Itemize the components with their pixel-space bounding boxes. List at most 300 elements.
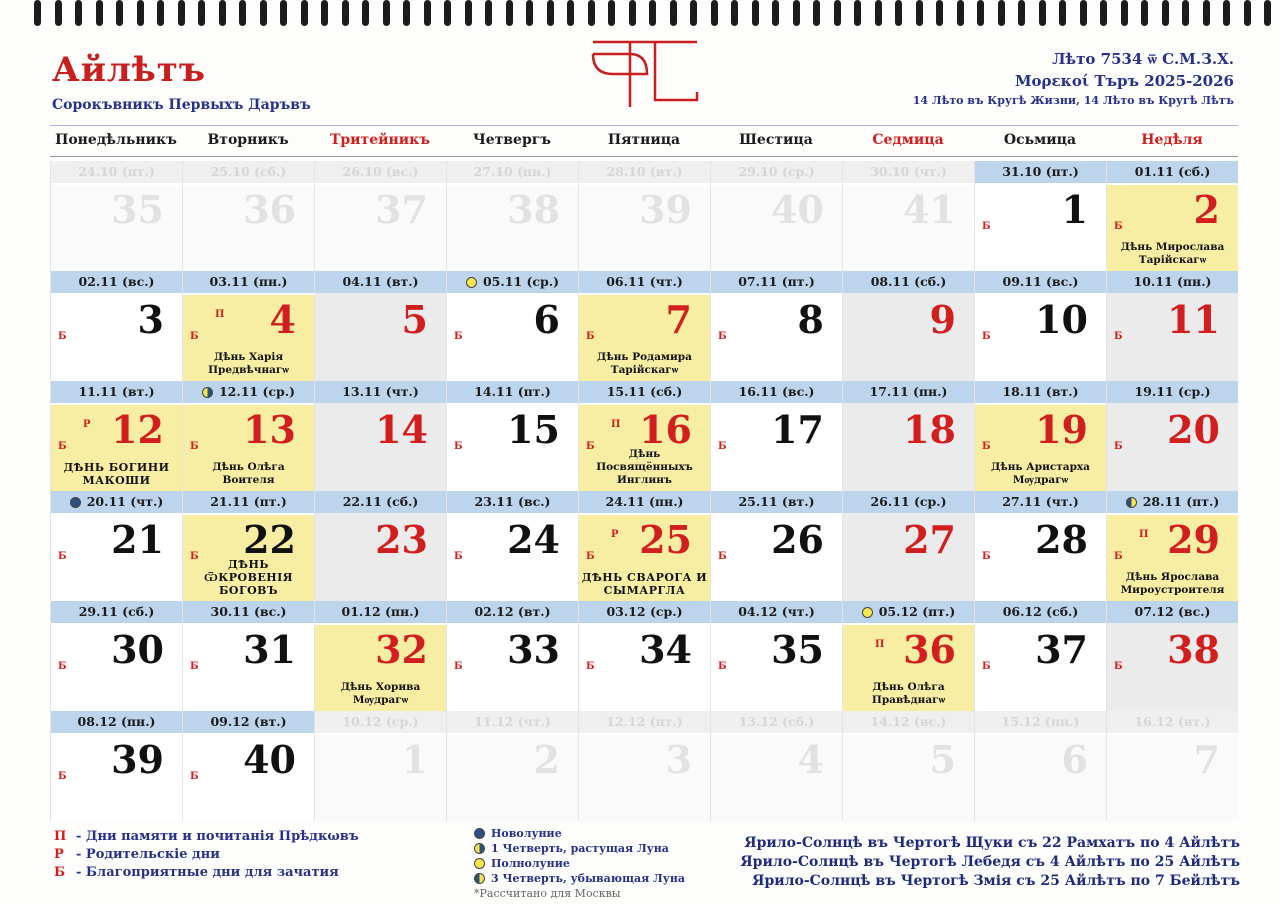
spiral-ring	[362, 0, 369, 26]
spiral-ring	[55, 0, 62, 26]
spiral-ring	[526, 0, 533, 26]
moon-legend	[474, 826, 685, 901]
gregorian-date-text: 28.10 (вт.)	[606, 164, 683, 179]
holiday-text: Дѣнь Посвящённыхъ Инглинъ	[596, 448, 693, 486]
gregorian-date	[711, 601, 842, 623]
gregorian-date	[447, 491, 578, 513]
spiral-ring	[1141, 0, 1148, 26]
day-body	[1107, 625, 1238, 711]
memorial-day-marker: Р	[611, 529, 619, 540]
gregorian-date-text: 10.11 (пн.)	[1133, 274, 1212, 289]
day-cell	[446, 271, 578, 381]
favorable-day-marker: Б	[1114, 331, 1123, 342]
spiral-ring	[444, 0, 451, 26]
gregorian-date	[1107, 271, 1238, 293]
day-body	[51, 735, 182, 821]
favorable-day-marker: Б	[982, 441, 991, 452]
gregorian-date	[1107, 711, 1238, 733]
favorable-day-marker: Б	[58, 551, 67, 562]
favorable-day-marker: Б	[718, 661, 727, 672]
day-body	[183, 625, 314, 711]
sun-line-1: Ярило-Солнцѣ въ Чертогѣ Щуки съ 22 Рамхатъ по 4 Айлѣтъ	[744, 835, 1240, 851]
gregorian-date-text: 31.10 (пт.)	[1002, 164, 1079, 179]
day-number: 2	[1193, 187, 1220, 232]
waxing-moon-icon	[202, 387, 213, 398]
gregorian-date	[711, 271, 842, 293]
holiday-text: ДѢНЬ ѾКРОВЕНIЯ БОГОВЪ	[203, 558, 294, 597]
spiral-ring	[506, 0, 513, 26]
waning-moon-icon	[1126, 497, 1137, 508]
day-body	[711, 405, 842, 491]
day-number: 16	[639, 407, 692, 452]
weekday-label: Понедѣльникъ	[55, 132, 177, 148]
spiral-ring	[895, 0, 902, 26]
gregorian-date-text: 14.11 (пт.)	[474, 384, 551, 399]
spiral-ring	[239, 0, 246, 26]
gregorian-date-text: 25.10 (сб.)	[210, 164, 287, 179]
favorable-day-marker: Б	[982, 551, 991, 562]
day-number: 23	[375, 517, 428, 562]
day-cell	[710, 381, 842, 491]
gregorian-date-text: 11.12 (чт.)	[474, 714, 551, 729]
day-number: 25	[639, 517, 692, 562]
day-cell	[50, 271, 182, 381]
top-divider	[50, 125, 1238, 126]
day-number: 37	[375, 187, 428, 232]
day-cell	[842, 161, 974, 271]
holiday-text: ДѢНЬ СВАРОГА И СЫМАРГЛА	[581, 571, 708, 597]
spiral-ring	[670, 0, 677, 26]
day-body	[51, 625, 182, 711]
gregorian-date	[447, 161, 578, 183]
weekday-label: Вторникъ	[207, 132, 289, 148]
gregorian-date	[975, 711, 1106, 733]
favorable-day-marker: Б	[718, 441, 727, 452]
favorable-day-marker: Б	[454, 441, 463, 452]
day-cell	[182, 711, 314, 821]
day-cell	[50, 381, 182, 491]
gregorian-date-text: 29.11 (сб.)	[78, 604, 155, 619]
spiral-ring	[793, 0, 800, 26]
gregorian-date	[579, 381, 710, 403]
spiral-ring	[875, 0, 882, 26]
day-cell	[974, 491, 1106, 601]
moon-legend-new-label: Новолуние	[491, 827, 562, 840]
favorable-day-marker: Б	[1114, 221, 1123, 232]
gregorian-date	[183, 711, 314, 733]
gregorian-date-text: 03.12 (ср.)	[606, 604, 683, 619]
memorial-day-marker: Р	[83, 419, 91, 430]
day-number: 21	[111, 517, 164, 562]
day-body	[711, 735, 842, 821]
holiday-text: ДѢНЬ БОГИНИ МАКОШИ	[63, 461, 170, 487]
day-number: 20	[1167, 407, 1220, 452]
day-number: 6	[1061, 737, 1088, 782]
header-divider	[50, 156, 1238, 157]
day-body	[579, 295, 710, 381]
day-cell	[578, 161, 710, 271]
day-cell	[974, 161, 1106, 271]
moon-legend-full-label: Полнолуние	[491, 857, 570, 870]
day-number: 28	[1035, 517, 1088, 562]
day-body	[579, 515, 710, 601]
day-body	[51, 405, 182, 491]
moon-legend-note: *Рассчитано для Москвы	[474, 887, 621, 900]
spiral-ring	[1039, 0, 1046, 26]
gregorian-date	[51, 491, 182, 513]
gregorian-date	[843, 491, 974, 513]
spiral-ring	[75, 0, 82, 26]
spiral-ring	[424, 0, 431, 26]
spiral-ring	[219, 0, 226, 26]
weekday-label: Шестица	[739, 132, 813, 148]
gregorian-date	[183, 491, 314, 513]
day-cell	[974, 711, 1106, 821]
day-number: 2	[533, 737, 560, 782]
day-cell	[182, 161, 314, 271]
day-body	[579, 185, 710, 271]
gregorian-date-text: 15.11 (сб.)	[606, 384, 683, 399]
day-body	[975, 735, 1106, 821]
day-number: 5	[929, 737, 956, 782]
gregorian-date	[1107, 381, 1238, 403]
gregorian-date	[51, 601, 182, 623]
gregorian-date	[711, 491, 842, 513]
day-body	[711, 625, 842, 711]
gregorian-date	[315, 491, 446, 513]
spiral-ring	[301, 0, 308, 26]
day-body	[975, 405, 1106, 491]
new-moon-icon	[70, 497, 81, 508]
waxing-moon-icon	[474, 843, 485, 854]
day-body	[315, 185, 446, 271]
weekday-label: Недѣля	[1141, 132, 1203, 148]
gregorian-date	[843, 601, 974, 623]
year-info	[913, 48, 1234, 110]
spiral-ring	[1080, 0, 1087, 26]
day-cell	[578, 271, 710, 381]
day-body	[315, 515, 446, 601]
day-body	[447, 515, 578, 601]
day-body	[1107, 295, 1238, 381]
gregorian-date-text: 27.10 (пн.)	[473, 164, 552, 179]
day-body	[711, 185, 842, 271]
spiral-ring	[854, 0, 861, 26]
day-number: 8	[797, 297, 824, 342]
day-body	[1107, 405, 1238, 491]
gregorian-date	[975, 381, 1106, 403]
day-body	[447, 295, 578, 381]
spiral-ring	[157, 0, 164, 26]
day-cell	[446, 381, 578, 491]
day-cell	[1106, 271, 1238, 381]
day-cell	[314, 601, 446, 711]
holiday-text: Дѣнь Олѣга Воителя	[212, 461, 285, 486]
gregorian-date	[579, 271, 710, 293]
favorable-day-marker: Б	[586, 331, 595, 342]
gregorian-date-text: 04.12 (чт.)	[738, 604, 815, 619]
day-cell	[446, 711, 578, 821]
legend-key-p: П	[54, 829, 67, 844]
gregorian-date	[315, 271, 446, 293]
day-body	[51, 295, 182, 381]
gregorian-date	[315, 381, 446, 403]
day-body	[1107, 515, 1238, 601]
favorable-day-marker: Б	[982, 331, 991, 342]
day-cell	[842, 381, 974, 491]
gregorian-date-text: 02.12 (вт.)	[474, 604, 551, 619]
favorable-day-marker: Б	[454, 331, 463, 342]
gregorian-date-text: 12.12 (пт.)	[606, 714, 683, 729]
day-number: 3	[137, 297, 164, 342]
gregorian-date-text: 07.11 (пт.)	[738, 274, 815, 289]
day-number: 31	[243, 627, 296, 672]
spiral-ring	[834, 0, 841, 26]
day-body	[315, 735, 446, 821]
day-cell	[182, 601, 314, 711]
day-number: 37	[1035, 627, 1088, 672]
spiral-ring	[1100, 0, 1107, 26]
day-body	[975, 515, 1106, 601]
marker-legend	[54, 828, 359, 882]
gregorian-date	[315, 161, 446, 183]
gregorian-date-text: 20.11 (чт.)	[86, 494, 164, 509]
binding-spiral	[0, 0, 1280, 30]
day-body	[843, 625, 974, 711]
spiral-ring	[1162, 0, 1169, 26]
day-cell	[314, 271, 446, 381]
legend-key-r: Р	[54, 847, 64, 862]
day-body	[1107, 185, 1238, 271]
memorial-day-marker: П	[215, 309, 225, 320]
moon-legend-waning	[474, 871, 685, 886]
day-body	[975, 185, 1106, 271]
gregorian-date	[315, 601, 446, 623]
favorable-day-marker: Б	[190, 551, 199, 562]
gregorian-date	[183, 601, 314, 623]
holiday-text: Дѣнь Ярослава Мироустроителя	[1120, 571, 1225, 596]
day-number: 7	[665, 297, 692, 342]
day-number: 10	[1035, 297, 1088, 342]
holiday-text: Дѣнь Мирослава Тарiйскагѡ	[1120, 241, 1225, 266]
gregorian-date-text: 06.12 (сб.)	[1002, 604, 1079, 619]
holiday-text: Дѣнь Харiя Предвѣчнагѡ	[208, 351, 289, 376]
day-body	[315, 295, 446, 381]
spiral-ring	[1182, 0, 1189, 26]
gregorian-date	[975, 161, 1106, 183]
day-body	[711, 295, 842, 381]
favorable-day-marker: Б	[586, 551, 595, 562]
favorable-day-marker: Б	[454, 551, 463, 562]
day-cell	[710, 271, 842, 381]
day-body	[843, 735, 974, 821]
gregorian-date	[183, 161, 314, 183]
spiral-ring	[936, 0, 943, 26]
day-body	[315, 405, 446, 491]
month-title: Айлѣтъ	[52, 50, 206, 90]
gregorian-date	[183, 381, 314, 403]
day-number: 9	[929, 297, 956, 342]
gregorian-date-text: 23.11 (вс.)	[474, 494, 551, 509]
day-body	[579, 405, 710, 491]
holiday-text: Дѣнь Аристарха Мѹдрагѡ	[991, 461, 1090, 486]
day-number: 39	[111, 737, 164, 782]
favorable-day-marker: Б	[58, 771, 67, 782]
gregorian-date	[51, 711, 182, 733]
calendar-grid	[50, 161, 1238, 821]
gregorian-date-text: 06.11 (чт.)	[606, 274, 683, 289]
day-cell	[578, 491, 710, 601]
day-cell	[842, 711, 974, 821]
moon-legend-full	[474, 856, 685, 871]
weekday-label: Пятница	[607, 132, 681, 148]
gregorian-date	[1107, 161, 1238, 183]
gregorian-date-text: 03.11 (пн.)	[209, 274, 288, 289]
favorable-day-marker: Б	[454, 661, 463, 672]
moon-legend-waning-label: 3 Четверть, убывающая Луна	[491, 872, 686, 885]
month-subtitle: Сорокъвникъ Первыхъ Даръвъ	[52, 97, 311, 113]
spiral-ring	[403, 0, 410, 26]
day-cell	[446, 491, 578, 601]
day-number: 27	[903, 517, 956, 562]
day-cell	[50, 711, 182, 821]
gregorian-date	[579, 491, 710, 513]
day-cell	[1106, 491, 1238, 601]
spiral-ring	[1203, 0, 1210, 26]
spiral-ring	[957, 0, 964, 26]
day-number: 41	[903, 187, 956, 232]
day-number: 36	[243, 187, 296, 232]
spiral-ring	[321, 0, 328, 26]
legend-item-b	[54, 864, 359, 882]
spiral-ring	[813, 0, 820, 26]
favorable-day-marker: Б	[586, 661, 595, 672]
weekday-label: Седмица	[872, 132, 944, 148]
day-body	[579, 625, 710, 711]
gregorian-date	[315, 711, 446, 733]
day-body	[975, 625, 1106, 711]
spiral-ring	[116, 0, 123, 26]
year-line-1: Лѣто 7534 ѿ С.М.З.Х.	[1052, 50, 1234, 68]
day-cell	[710, 601, 842, 711]
year-line-3: 14 Лѣто въ Кругѣ Жизни, 14 Лѣто въ Кругѣ Лѣтъ	[912, 94, 1234, 107]
runic-logo-icon	[585, 32, 705, 112]
spiral-ring	[1244, 0, 1251, 26]
day-body	[51, 185, 182, 271]
spiral-ring	[342, 0, 349, 26]
gregorian-date-text: 13.11 (чт.)	[342, 384, 419, 399]
favorable-day-marker: Б	[1114, 551, 1123, 562]
gregorian-date-text: 26.10 (вс.)	[342, 164, 419, 179]
spiral-ring	[588, 0, 595, 26]
day-body	[183, 735, 314, 821]
spiral-ring	[772, 0, 779, 26]
gregorian-date-text: 07.12 (вс.)	[1134, 604, 1211, 619]
spiral-ring	[1018, 0, 1025, 26]
spiral-ring	[998, 0, 1005, 26]
weekday-header-row	[50, 128, 1238, 152]
gregorian-date-text: 09.12 (вт.)	[210, 714, 287, 729]
favorable-day-marker: Б	[1114, 441, 1123, 452]
gregorian-date	[579, 711, 710, 733]
full-moon-icon	[862, 607, 873, 618]
gregorian-date-text: 15.12 (пн.)	[1001, 714, 1080, 729]
day-body	[447, 625, 578, 711]
spiral-ring	[752, 0, 759, 26]
gregorian-date	[51, 161, 182, 183]
gregorian-date	[843, 381, 974, 403]
holiday-text: Дѣнь Родамира Тарiйскагѡ	[597, 351, 692, 376]
legend-text-r: - Родительскiе дни	[76, 847, 220, 862]
gregorian-date	[51, 381, 182, 403]
gregorian-date	[1107, 601, 1238, 623]
day-cell	[710, 161, 842, 271]
gregorian-date-text: 08.11 (сб.)	[870, 274, 947, 289]
day-body	[183, 405, 314, 491]
gregorian-date-text: 13.12 (сб.)	[738, 714, 815, 729]
gregorian-date-text: 17.11 (пн.)	[869, 384, 948, 399]
spiral-ring	[485, 0, 492, 26]
day-number: 5	[401, 297, 428, 342]
day-cell	[578, 711, 710, 821]
day-cell	[182, 381, 314, 491]
gregorian-date	[447, 381, 578, 403]
day-body	[447, 405, 578, 491]
day-cell	[446, 601, 578, 711]
day-body	[843, 405, 974, 491]
gregorian-date-text: 14.12 (вс.)	[870, 714, 947, 729]
gregorian-date	[579, 161, 710, 183]
favorable-day-marker: Б	[190, 771, 199, 782]
day-number: 24	[507, 517, 560, 562]
legend-text-b: - Благоприятные дни для зачатия	[76, 865, 339, 880]
day-cell	[314, 711, 446, 821]
day-cell	[50, 601, 182, 711]
favorable-day-marker: Б	[58, 441, 67, 452]
day-number: 12	[111, 407, 164, 452]
day-number: 33	[507, 627, 560, 672]
day-number: 4	[797, 737, 824, 782]
day-number: 4	[269, 297, 296, 342]
gregorian-date-text: 30.10 (чт.)	[870, 164, 947, 179]
gregorian-date-text: 08.12 (пн.)	[77, 714, 156, 729]
day-body	[579, 735, 710, 821]
waning-moon-icon	[474, 873, 485, 884]
day-cell	[842, 601, 974, 711]
day-number: 34	[639, 627, 692, 672]
spiral-ring	[977, 0, 984, 26]
holiday-text: Дѣнь Олѣга Правѣднагѡ	[871, 681, 946, 706]
day-cell	[314, 161, 446, 271]
day-cell	[182, 271, 314, 381]
day-number: 29	[1167, 517, 1220, 562]
memorial-day-marker: П	[611, 419, 621, 430]
day-number: 1	[1061, 187, 1088, 232]
gregorian-date-text: 30.11 (вс.)	[210, 604, 287, 619]
gregorian-date	[975, 601, 1106, 623]
day-number: 35	[771, 627, 824, 672]
weekday-label: Тритейникъ	[329, 132, 431, 148]
year-line-2: Мορεκοί Търъ 2025-2026	[1014, 72, 1234, 90]
day-cell	[50, 161, 182, 271]
favorable-day-marker: Б	[982, 221, 991, 232]
day-number: 1	[401, 737, 428, 782]
day-body	[183, 515, 314, 601]
moon-legend-new	[474, 826, 685, 841]
spiral-ring	[1264, 0, 1271, 26]
day-body	[447, 735, 578, 821]
day-number: 32	[375, 627, 428, 672]
